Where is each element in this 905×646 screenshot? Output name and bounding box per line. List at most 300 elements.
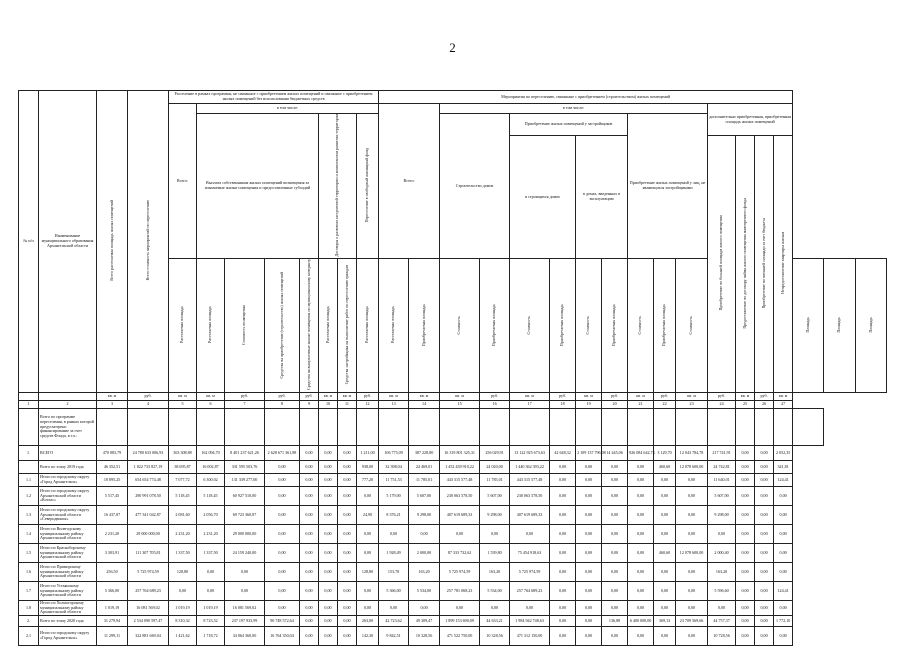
column-index-cell: 14	[409, 400, 440, 408]
table-cell: 163,20	[708, 562, 736, 581]
table-cell: 0,00	[654, 524, 676, 543]
column-index-cell: 26	[755, 400, 774, 408]
table-cell: 0,00	[628, 600, 654, 615]
sub-developer-funds: Средства застройщика на выполнение работ по переселению граждан	[338, 259, 357, 393]
table-cell: 322 881 669,04	[128, 627, 169, 646]
table-cell: 44 757,37	[708, 616, 736, 627]
column-index-cell: 9	[300, 400, 319, 408]
table-cell	[128, 408, 169, 445]
unit-cell: руб.	[357, 392, 379, 400]
table-cell: 0,00	[550, 460, 576, 473]
table-cell: 0,00	[300, 616, 319, 627]
table-cell: 230 063 578,50	[440, 486, 480, 505]
table-cell	[319, 408, 338, 445]
table-row	[19, 543, 887, 562]
unit-cell: руб.	[300, 392, 319, 400]
table-cell: 0,00	[550, 627, 576, 646]
table-cell: 0,00	[550, 600, 576, 615]
unit-cell: кв. м	[510, 392, 550, 400]
table-cell: 0,00	[774, 627, 793, 646]
table-cell: 1 539,80	[480, 543, 510, 562]
unit-cell: кв. м	[440, 392, 480, 400]
table-cell: 0,00	[774, 486, 793, 505]
table-cell: 16 319 801 325,31	[440, 445, 480, 460]
header-acquisition: Приобретение жилых помещений у застройщиков	[510, 114, 628, 136]
table-cell: 654 654 774,48	[128, 473, 169, 486]
table-cell: 1 899 153 690,09	[440, 616, 480, 627]
table-cell: 0,00	[774, 505, 793, 524]
header-total-b: Всего:	[379, 104, 440, 259]
table-cell: 0,00	[654, 627, 676, 646]
table-cell	[755, 408, 774, 445]
page-number: 2	[449, 40, 456, 55]
header-including-a: в том числе:	[197, 104, 379, 114]
column-index-cell: 7	[225, 400, 265, 408]
table-cell: 2 109 137 796,08	[576, 445, 602, 460]
table-cell	[197, 408, 225, 445]
table-cell	[225, 408, 265, 445]
table-cell: 29 000 000,00	[128, 524, 169, 543]
column-index-cell: 21	[628, 400, 654, 408]
row-number: 1.	[19, 445, 39, 460]
table-cell: 0,00	[300, 581, 319, 600]
table-cell: 1 337,50	[169, 543, 197, 562]
table-row	[19, 486, 887, 505]
table-cell: 44 633,21	[480, 616, 510, 627]
header-acq-built: в строящихся домах	[510, 136, 576, 259]
column-index-cell: 13	[379, 400, 409, 408]
table-cell: 0,00	[736, 505, 755, 524]
unit-cell: кв. м	[197, 392, 225, 400]
table-cell: 0,00	[774, 600, 793, 615]
table-cell	[97, 408, 128, 445]
table-cell: 11 751,53	[379, 473, 409, 486]
table-cell: 1 019,19	[97, 600, 128, 615]
table-cell: 0,00	[550, 543, 576, 562]
table-row	[19, 562, 887, 581]
table-cell: 0,00	[576, 600, 602, 615]
table-cell: 2 231,20	[97, 524, 128, 543]
table-cell: 230 063 578,50	[510, 486, 550, 505]
table-cell: 263,00	[357, 616, 379, 627]
resettlement-table	[18, 90, 887, 646]
row-municipality-name: Всего по программе переселения, в рамках которой предусмотрено финансирование за счет средств Фонда, в т.ч.:	[39, 408, 97, 445]
table-cell: 443 315 577,48	[440, 473, 480, 486]
row-municipality-name: Итого по Красноборскому муниципальному району Архангельской области	[39, 543, 97, 562]
table-cell: 9 298,00	[409, 505, 440, 524]
unit-cell-blank	[39, 392, 97, 400]
row-number: 2.1	[19, 627, 39, 646]
table-cell: 0,00	[338, 505, 357, 524]
table-cell: 0,00	[265, 460, 300, 473]
column-index-cell: 12	[357, 400, 379, 408]
table-cell: 2 056,70	[197, 505, 225, 524]
unit-cell: руб.	[480, 392, 510, 400]
table-cell: 5 366,00	[97, 581, 128, 600]
table-cell: 257 764 689,23	[510, 581, 550, 600]
table-cell: 0,00	[265, 600, 300, 615]
table-cell: 0,00	[265, 524, 300, 543]
table-cell: 0,00	[550, 486, 576, 505]
table-cell: 87 333 732,62	[440, 543, 480, 562]
table-cell: 2 231,20	[197, 524, 225, 543]
table-cell: 1 718,72	[197, 627, 225, 646]
table-cell: 0,00	[357, 581, 379, 600]
table-cell: 2 000,00	[409, 543, 440, 562]
table-cell: 163,20	[480, 562, 510, 581]
header-group-a: Расселение в рамках программы, не связанное с приобретением жилых помещений и связанное с приобретением жилых помещений без использования бюджетных средств	[169, 91, 379, 104]
table-cell: 2 081,60	[169, 505, 197, 524]
unit-cell: кв. м	[774, 392, 793, 400]
unit-row	[19, 392, 887, 400]
table-cell: 0,00	[755, 505, 774, 524]
sub-resettle-area-2: Расселяемая площадь	[197, 259, 225, 393]
table-cell: 131 339 277,00	[225, 473, 265, 486]
sub-acq-area-2: Приобретаемая площадь	[550, 259, 576, 393]
table-cell: 0,00	[338, 445, 357, 460]
table-cell: 217 741,91	[708, 445, 736, 460]
table-cell: 0,00	[440, 524, 480, 543]
table-cell	[793, 408, 824, 445]
table-cell: 0,00	[357, 524, 379, 543]
table-cell: 477 341 042,87	[128, 505, 169, 524]
table-cell: 0,00	[300, 627, 319, 646]
table-cell: 0,00	[576, 524, 602, 543]
row-municipality-name: ВСЕГО	[39, 445, 97, 460]
table-cell: 1 211,00	[357, 445, 379, 460]
table-cell: 11 299,11	[97, 627, 128, 646]
table-cell: 387 228,80	[409, 445, 440, 460]
table-cell: 1 452 439 910,22	[440, 460, 480, 473]
table-cell: 0,00	[654, 600, 676, 615]
table-cell: 5 725 974,59	[128, 562, 169, 581]
table-cell: 0,00	[300, 505, 319, 524]
table-cell	[338, 408, 357, 445]
table-cell: 14 445,06	[602, 445, 628, 460]
table-cell: 0,00	[654, 581, 676, 600]
header-construction: Строительство домов	[440, 114, 510, 259]
table-cell	[409, 408, 440, 445]
unit-cell: кв. м	[628, 392, 654, 400]
table-cell: 0,00	[265, 486, 300, 505]
sub-compensation: Стоимость возмещения	[225, 259, 265, 393]
table-cell: 0,00	[300, 543, 319, 562]
table-cell: 5 596,60	[708, 581, 736, 600]
table-cell: 9 298,00	[480, 505, 510, 524]
table-cell: 0,00	[755, 524, 774, 543]
table-cell: 0,00	[338, 524, 357, 543]
header-row-1	[19, 91, 887, 104]
header-extra-3: Приобретение по меньшей площади за счет бюджета	[755, 136, 774, 393]
table-cell: 16 081 569,02	[128, 600, 169, 615]
table-cell	[628, 408, 654, 445]
table-cell: 0,00	[736, 473, 755, 486]
table-cell: 256,50	[97, 562, 128, 581]
table-cell: 0,00	[576, 486, 602, 505]
unit-cell: руб.	[225, 392, 265, 400]
table-cell: 69 723 360,87	[225, 505, 265, 524]
sub-cost-4: Стоимость	[628, 259, 654, 393]
table-cell: 363 308,88	[169, 445, 197, 460]
table-cell: 2 231,20	[169, 524, 197, 543]
table-cell: 3 303,91	[97, 543, 128, 562]
table-cell: 5 534,00	[409, 581, 440, 600]
column-index-cell: 3	[97, 400, 128, 408]
index-row	[19, 400, 887, 408]
column-index-cell: 11	[338, 400, 357, 408]
table-cell: 0,00	[774, 562, 793, 581]
header-acq-others: Приобретение жилых помещений у лиц, не являющихся застройщиками	[628, 114, 708, 259]
column-index-cell: 27	[774, 400, 793, 408]
table-cell: 1 019,19	[169, 600, 197, 615]
header-additional: дополнительно приобретенная, приобретенная площадь жилых помещений	[708, 104, 793, 136]
table-cell: 5 725 974,59	[510, 562, 550, 581]
unit-cell: кв. м	[736, 392, 755, 400]
unit-cell: кв. м	[409, 392, 440, 400]
table-cell: 0,00	[265, 581, 300, 600]
table-cell: 0,00	[755, 616, 774, 627]
table-cell: 0,00	[676, 627, 708, 646]
table-cell: 0,00	[736, 616, 755, 627]
table-cell: 0,00	[736, 562, 755, 581]
table-cell: 0,00	[755, 473, 774, 486]
unit-cell: кв. м	[169, 392, 197, 400]
header-total-a: Всего:	[169, 104, 197, 259]
table-cell: 471 522 750,00	[440, 627, 480, 646]
table-cell: 0,00	[319, 524, 338, 543]
row-number	[19, 408, 39, 445]
table-cell: 1 421,62	[169, 627, 197, 646]
table-cell	[379, 408, 409, 445]
table-cell: 0,00	[602, 627, 628, 646]
table-cell: 0,00	[654, 486, 676, 505]
row-number	[19, 460, 39, 473]
table-cell: 777,20	[357, 473, 379, 486]
table-cell: 0,00	[197, 581, 225, 600]
table-cell: 23 709 569,66	[676, 616, 708, 627]
table-cell: 2 000,40	[708, 543, 736, 562]
table-cell: 0,00	[736, 486, 755, 505]
table-cell: 0,00	[576, 616, 602, 627]
sub-sources-owner: Средства на приобретение (строительство) жилых помещений	[265, 259, 300, 393]
table-cell: 0,00	[357, 486, 379, 505]
sub-sources-municipal: Средства на выкупленные жилые помещения по муниципальному контракту	[300, 259, 319, 393]
row-number: 1.1	[19, 473, 39, 486]
table-cell: 407 619 689,33	[440, 505, 480, 524]
table-cell: 11 640,01	[708, 473, 736, 486]
table-cell: 128,80	[357, 562, 379, 581]
table-cell: 0,00	[736, 445, 755, 460]
table-cell: 5 607,00	[708, 486, 736, 505]
table-cell: 0,00	[736, 627, 755, 646]
table-cell: 9 842,51	[379, 627, 409, 646]
table-cell: 0,00	[510, 524, 550, 543]
table-cell: 163,20	[409, 562, 440, 581]
table-cell: 0,00	[300, 460, 319, 473]
table-cell: 0,00	[319, 543, 338, 562]
column-index-cell: 18	[550, 400, 576, 408]
header-contracts: Договоры о развитии застроенной территории и комплексном развитии территории	[319, 114, 357, 259]
table-cell: 0,00	[300, 445, 319, 460]
table-cell: 0,00	[602, 581, 628, 600]
table-cell: 0,00	[602, 505, 628, 524]
table-cell: 0,00	[755, 543, 774, 562]
table-cell: 0,00	[510, 600, 550, 615]
table-cell: 0,00	[676, 505, 708, 524]
header-municipality: Наименование муниципального образования Архангельской области	[39, 91, 97, 393]
row-municipality-name: Итого по городскому округу Архангельской области «Северодвинск»	[39, 505, 97, 524]
table-cell: 42 723,62	[379, 616, 409, 627]
table-cell: 49 309,47	[409, 616, 440, 627]
table-cell: 0,00	[676, 600, 708, 615]
header-extra-1: Приобретение по большей площади жилого помещения	[708, 136, 736, 393]
table-cell: 0,00	[550, 562, 576, 581]
column-index-cell: 16	[480, 400, 510, 408]
table-cell: 0,00	[440, 600, 480, 615]
table-cell: 0,00	[338, 600, 357, 615]
row-number: 1.4	[19, 524, 39, 543]
table-cell: 16 081 569,02	[225, 600, 265, 615]
header-owners-subsidy: Выплата собственникам жилых помещений возмещения за изымаемые жилые помещения и предоставленные субсидий	[197, 114, 319, 259]
table-cell: 5 517,45	[97, 486, 128, 505]
table-cell: 0,00	[602, 524, 628, 543]
table-cell: 162 094,70	[197, 445, 225, 460]
table-cell: 10 328,56	[409, 627, 440, 646]
table-cell: 0,00	[300, 473, 319, 486]
table-cell: 237 197 933,99	[225, 616, 265, 627]
row-municipality-name: Итого по городскому округу Архангельской области «Котлас»	[39, 486, 97, 505]
table-cell: 5 725 974,59	[440, 562, 480, 581]
table-cell: 24 742,81	[708, 460, 736, 473]
table-cell: 10 328,56	[480, 627, 510, 646]
table-cell: 16 764 350,04	[265, 627, 300, 646]
table-cell: 0,00	[357, 600, 379, 615]
table-cell: 12 043 784,78	[676, 445, 708, 460]
table-cell: 0,00	[602, 543, 628, 562]
sub-acquired-area: Приобретаемая площадь	[409, 259, 440, 393]
column-index-cell: 24	[708, 400, 736, 408]
table-cell	[440, 408, 480, 445]
table-cell: 0,00	[602, 486, 628, 505]
table-cell: 0,00	[654, 505, 676, 524]
header-acq-ready: в домах, введенных в эксплуатацию	[576, 136, 628, 259]
table-cell: 0,00	[379, 524, 409, 543]
table-cell: 0,00	[654, 562, 676, 581]
table-row	[19, 524, 887, 543]
table-row	[19, 616, 887, 627]
table-cell: 0,00	[755, 627, 774, 646]
table-cell: 0,00	[774, 524, 793, 543]
table-cell	[357, 408, 379, 445]
table-cell: 0,00	[676, 581, 708, 600]
table-cell: 1 928,49	[379, 543, 409, 562]
table-cell: 9 298,00	[708, 505, 736, 524]
unit-cell: руб.	[708, 392, 736, 400]
table-cell: 0,00	[755, 486, 774, 505]
table-cell: 5 607,00	[480, 486, 510, 505]
table-cell: 12 078 600,00	[676, 460, 708, 473]
table-cell: 0,00	[480, 524, 510, 543]
row-municipality-name: Всего по этапу 2020 года	[39, 616, 97, 627]
table-cell: 0,00	[628, 627, 654, 646]
table-cell: 0,00	[755, 600, 774, 615]
table-cell: 8 310,32	[169, 616, 197, 627]
table-cell: 0,00	[576, 460, 602, 473]
column-index-cell: 22	[654, 400, 676, 408]
table-cell: 0,00	[736, 524, 755, 543]
table-cell: 0,00	[338, 543, 357, 562]
table-cell: 153,70	[379, 562, 409, 581]
table-cell: 0,00	[736, 600, 755, 615]
table-cell: 0,00	[319, 616, 338, 627]
table-cell: 0,00	[602, 460, 628, 473]
table-cell: 24 469,01	[409, 460, 440, 473]
data-rows	[19, 408, 887, 645]
table-cell: 0,00	[576, 627, 602, 646]
table-cell: 11 785,01	[409, 473, 440, 486]
table-cell: 1 822 733 827,19	[128, 460, 169, 473]
table-cell: 470 083,79	[97, 445, 128, 460]
table-cell: 136,88	[602, 616, 628, 627]
table-cell: 0,00	[225, 581, 265, 600]
table-cell: 341,81	[774, 460, 793, 473]
table-cell: 0,00	[676, 486, 708, 505]
table-cell: 16 437,87	[97, 505, 128, 524]
table-cell: 5 118,45	[197, 486, 225, 505]
table-cell: 2 534 090 597,47	[128, 616, 169, 627]
table-cell: 124,41	[774, 473, 793, 486]
unit-cell: кв. м	[576, 392, 602, 400]
table-cell: 0,00	[774, 543, 793, 562]
sub-acq-area-3: Приобретаемая площадь	[602, 259, 628, 393]
unit-cell: руб.	[265, 392, 300, 400]
table-cell: 5 534,00	[480, 581, 510, 600]
unit-cell: кв. м	[338, 392, 357, 400]
sub-area-b: Площадь	[824, 259, 855, 393]
column-index-cell: 6	[197, 400, 225, 408]
table-cell: 6 300,02	[197, 473, 225, 486]
table-row	[19, 460, 887, 473]
sub-resettle-area-4: Расселяемая площадь	[357, 259, 379, 393]
table-cell: 1 337,50	[197, 543, 225, 562]
table-cell: 0,00	[197, 562, 225, 581]
unit-cell: руб.	[128, 392, 169, 400]
table-cell: 369,13	[654, 616, 676, 627]
table-cell: 938,00	[357, 460, 379, 473]
table-row	[19, 445, 887, 460]
table-cell: 1 772,10	[774, 616, 793, 627]
table-cell	[169, 408, 197, 445]
unit-cell: руб.	[755, 392, 774, 400]
table-cell: 24,90	[357, 505, 379, 524]
column-index-cell: 1	[19, 400, 39, 408]
table-cell	[654, 408, 676, 445]
table-row	[19, 505, 887, 524]
table-cell: 8 401 237 621,26	[225, 445, 265, 460]
table-cell: 257 764 689,23	[128, 581, 169, 600]
table-cell: 0,00	[576, 473, 602, 486]
table-cell: 0,00	[654, 473, 676, 486]
table-cell: 0,00	[338, 460, 357, 473]
table-cell	[676, 408, 708, 445]
table-cell: 0,00	[550, 473, 576, 486]
table-cell: 0,00	[708, 600, 736, 615]
table-cell	[265, 408, 300, 445]
table-cell: 0,00	[550, 616, 576, 627]
table-cell: 0,00	[338, 581, 357, 600]
table-cell: 90 748 572,64	[265, 616, 300, 627]
table-cell	[774, 408, 793, 445]
